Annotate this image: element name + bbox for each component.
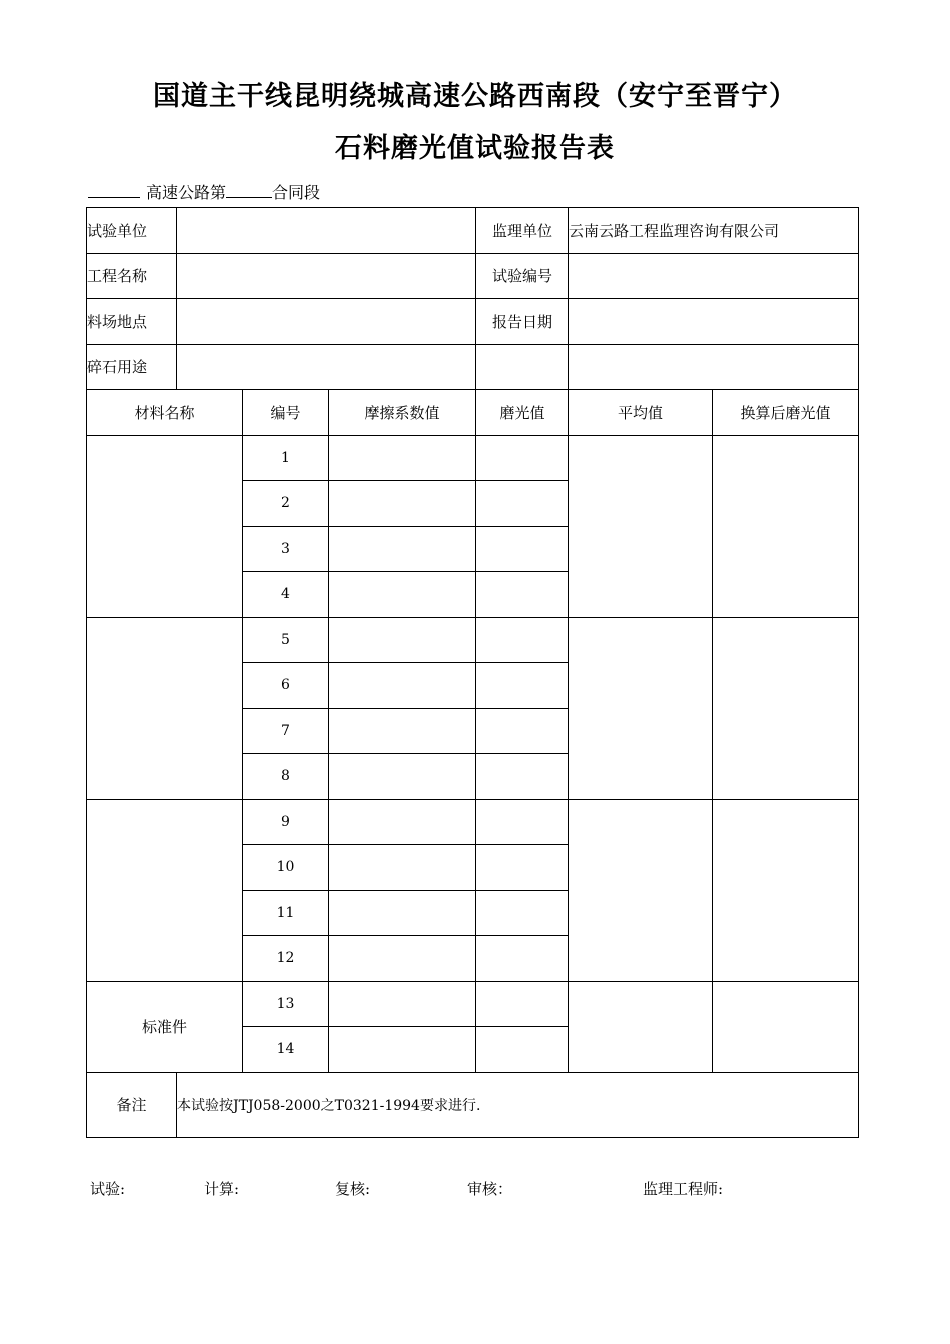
signoff-audit: 审核： [467,1180,513,1198]
remark-row [87,1072,859,1137]
friction-cell[interactable] [329,526,476,572]
highway-name-blank[interactable] [88,181,140,198]
info-row [87,208,859,254]
project-name-label: 工程名称 [87,253,177,299]
row-number: 8 [243,754,329,800]
report-date-label: 报告日期 [476,299,569,345]
project-name-value[interactable] [177,253,476,299]
friction-cell[interactable] [329,481,476,527]
row-number: 3 [243,526,329,572]
psv-cell[interactable] [476,845,569,891]
row-number: 5 [243,617,329,663]
friction-cell[interactable] [329,845,476,891]
average-cell[interactable] [569,617,713,799]
converted-cell[interactable] [713,981,859,1072]
contract-line [88,180,320,203]
psv-cell[interactable] [476,572,569,618]
info-row [87,299,859,345]
psv-cell[interactable] [476,754,569,800]
psv-cell[interactable] [476,890,569,936]
psv-cell[interactable] [476,526,569,572]
test-number-value[interactable] [569,253,859,299]
psv-cell[interactable] [476,481,569,527]
psv-cell[interactable] [476,617,569,663]
friction-cell[interactable] [329,435,476,481]
column-header-row [87,390,859,436]
site-value[interactable] [177,299,476,345]
signoff-test: 试验: [90,1180,126,1198]
contract-number-blank[interactable] [226,181,272,198]
document-subtitle: 石料磨光值试验报告表 [335,133,615,164]
test-number-label: 试验编号 [476,253,569,299]
friction-cell[interactable] [329,572,476,618]
row-number: 14 [243,1027,329,1073]
row-number: 6 [243,663,329,709]
average-cell[interactable] [569,435,713,617]
friction-cell[interactable] [329,890,476,936]
friction-cell[interactable] [329,708,476,754]
converted-cell[interactable] [713,435,859,617]
material-name-cell[interactable] [87,435,243,617]
psv-cell[interactable] [476,708,569,754]
psv-cell[interactable] [476,1027,569,1073]
standard-specimen-label: 标准件 [87,981,243,1072]
converted-cell[interactable] [713,799,859,981]
average-cell[interactable] [569,981,713,1072]
col-header-material: 材料名称 [87,390,243,436]
material-name-cell[interactable] [87,617,243,799]
contract-line-end: 合同段 [272,183,321,202]
remark-text[interactable]: 本试验按JTJ058-2000之T0321-1994要求进行. [177,1072,859,1137]
col-header-converted: 换算后磨光值 [713,390,859,436]
row-number: 1 [243,435,329,481]
psv-cell[interactable] [476,435,569,481]
average-cell[interactable] [569,799,713,981]
col-header-number: 编号 [243,390,329,436]
row-number: 12 [243,936,329,982]
info-row [87,344,859,390]
psv-cell[interactable] [476,981,569,1027]
friction-cell[interactable] [329,617,476,663]
remark-label: 备注 [87,1072,177,1137]
info-row [87,253,859,299]
row-number: 13 [243,981,329,1027]
friction-cell[interactable] [329,981,476,1027]
table-row [87,981,859,1027]
test-unit-label: 试验单位 [87,208,177,254]
report-table [86,207,859,1138]
signoff-calc: 计算: [204,1180,240,1198]
row-number: 4 [243,572,329,618]
site-label: 料场地点 [87,299,177,345]
friction-cell[interactable] [329,754,476,800]
material-name-cell[interactable] [87,799,243,981]
friction-cell[interactable] [329,936,476,982]
supervision-unit-label: 监理单位 [476,208,569,254]
row-number: 10 [243,845,329,891]
psv-cell[interactable] [476,936,569,982]
signoff-engineer: 监理工程师: [643,1180,724,1198]
table-row [87,617,859,663]
psv-cell[interactable] [476,663,569,709]
row-number: 11 [243,890,329,936]
row-number: 9 [243,799,329,845]
psv-cell[interactable] [476,799,569,845]
contract-line-mid: 高速公路第 [146,183,227,202]
friction-cell[interactable] [329,799,476,845]
friction-cell[interactable] [329,663,476,709]
usage-value[interactable] [177,344,476,390]
row-number: 7 [243,708,329,754]
document-title: 国道主干线昆明绕城高速公路西南段（安宁至晋宁） [153,81,797,112]
usage-label: 碎石用途 [87,344,177,390]
row-number: 2 [243,481,329,527]
col-header-psv: 磨光值 [476,390,569,436]
col-header-average: 平均值 [569,390,713,436]
empty-cell [569,344,859,390]
test-unit-value[interactable] [177,208,476,254]
friction-cell[interactable] [329,1027,476,1073]
col-header-friction: 摩擦系数值 [329,390,476,436]
table-row [87,799,859,845]
empty-cell [476,344,569,390]
report-date-value[interactable] [569,299,859,345]
supervision-unit-value[interactable]: 云南云路工程监理咨询有限公司 [569,208,859,254]
table-row [87,435,859,481]
signoff-review: 复核: [335,1180,371,1198]
converted-cell[interactable] [713,617,859,799]
